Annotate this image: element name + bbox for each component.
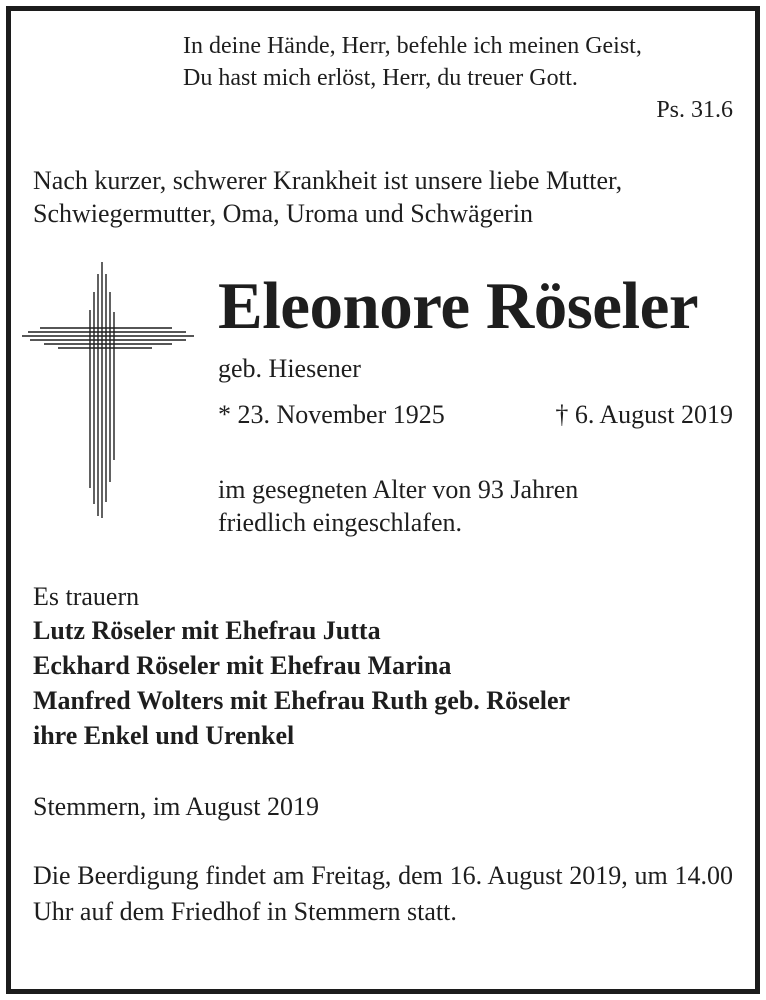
funeral-notice: Die Beerdigung findet am Freitag, dem 16. August 2019, um 14.00 Uhr auf dem Friedhof in Stemmern statt. <box>33 861 733 926</box>
age-line-1: im gesegneten Alter von 93 Jahren <box>218 475 579 504</box>
verse-line-1: In deine Hände, Herr, befehle ich meinen Geist, <box>183 33 642 59</box>
deceased-name: Eleonore Röseler <box>218 269 699 343</box>
age-line-2: friedlich eingeschlafen. <box>218 508 462 537</box>
mourner-4: ihre Enkel und Urenkel <box>33 721 295 750</box>
mourner-2: Eckhard Röseler mit Ehefrau Marina <box>33 651 452 680</box>
maiden-name: geb. Hiesener <box>218 354 361 383</box>
mourner-1: Lutz Röseler mit Ehefrau Jutta <box>33 616 381 645</box>
cross-icon <box>22 260 198 522</box>
birth-date: * 23. November 1925 <box>218 400 445 429</box>
intro-line-2: Schwiegermutter, Oma, Uroma und Schwägerin <box>33 199 534 228</box>
intro-line-1: Nach kurzer, schwerer Krankheit ist unsere liebe Mutter, <box>33 166 623 195</box>
mourners-heading: Es trauern <box>33 582 140 611</box>
death-date: † 6. August 2019 <box>555 400 733 429</box>
mourner-3: Manfred Wolters mit Ehefrau Ruth geb. Röseler <box>33 686 571 715</box>
verse-line-2: Du hast mich erlöst, Herr, du treuer Gott. <box>183 65 578 91</box>
place-date: Stemmern, im August 2019 <box>33 792 319 821</box>
verse-reference: Ps. 31.6 <box>656 97 733 123</box>
